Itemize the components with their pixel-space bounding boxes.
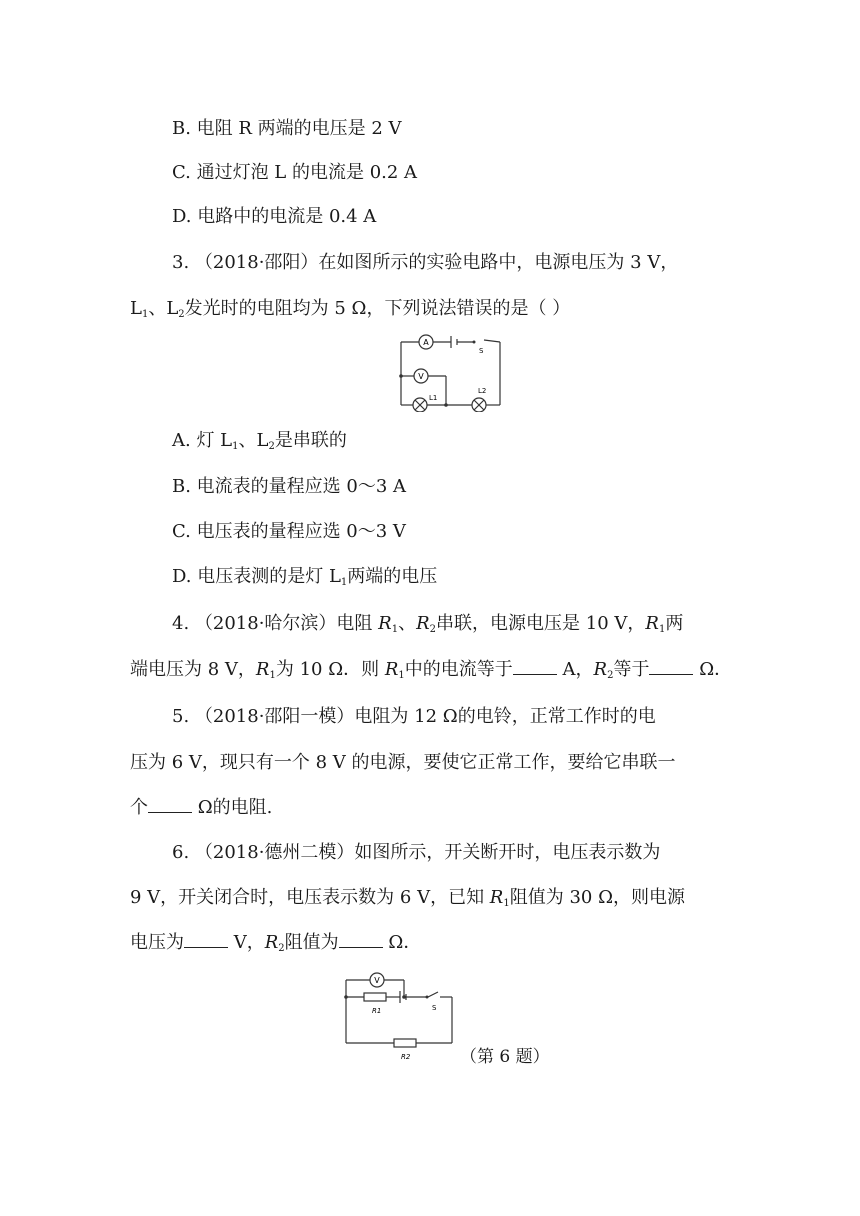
figure-caption: （第 6 题） bbox=[460, 1047, 550, 1067]
q6-stem-line3: 电压为 V，$R_2$阻值为 Ω． bbox=[130, 932, 422, 954]
answer-blank[interactable] bbox=[649, 660, 693, 675]
q3-stem-line2: $L_1$、$L_2$发光时的电阻均为 5 Ω，下列说法错误的是（ ） bbox=[130, 298, 571, 320]
q3-stem-line1: 3. （2018·邵阳）在如图所示的实验电路中，电源电压为 3 V， bbox=[172, 252, 679, 273]
q4-stem-line1: 4. （2018·哈尔滨）电阻 $R_1$、$R_2$串联，电源电压是 10 V，$R_1$两 bbox=[172, 613, 684, 635]
q5-stem-line3: 个 Ω的电阻. bbox=[130, 797, 273, 818]
q6-stem-line1: 6. （2018·德州二模）如图所示，开关断开时，电压表示数为 bbox=[172, 842, 661, 863]
voltmeter-label: V bbox=[374, 976, 380, 985]
q3-circuit-diagram bbox=[396, 332, 506, 412]
q3-option-b: B. 电流表的量程应选 0～3 A bbox=[172, 476, 407, 497]
answer-blank[interactable] bbox=[339, 933, 383, 948]
q5-stem-line1: 5. （2018·邵阳一模）电阻为 12 Ω的电铃，正常工作时的电 bbox=[172, 706, 656, 727]
answer-blank[interactable] bbox=[184, 933, 228, 948]
voltmeter-label: V bbox=[418, 372, 424, 381]
q4-stem-line2: 端电压为 8 V，$R_1$为 10 Ω．则 $R_1$中的电流等于 A，$R_2$等于 Ω． bbox=[130, 659, 733, 681]
lamp1-label: L1 bbox=[429, 394, 438, 402]
lamp2-label: L2 bbox=[478, 387, 487, 395]
switch-label: S bbox=[432, 1004, 437, 1012]
answer-blank[interactable] bbox=[513, 660, 557, 675]
q2-option-d: D. 电路中的电流是 0.4 A bbox=[172, 206, 377, 227]
q6-circuit-diagram bbox=[340, 966, 460, 1060]
q5-stem-line2: 压为 6 V，现只有一个 8 V 的电源，要使它正常工作，要给它串联一 bbox=[130, 752, 676, 773]
switch-label: S bbox=[479, 347, 484, 355]
q2-option-c: C. 通过灯泡 L 的电流是 0.2 A bbox=[172, 162, 418, 183]
q2-option-b: B. 电阻 R 两端的电压是 2 V bbox=[172, 118, 402, 139]
q3-option-d: D. 电压表测的是灯 $L_1$两端的电压 bbox=[172, 566, 438, 588]
q3-option-a: A. 灯 $L_1$、$L_2$是串联的 bbox=[172, 430, 347, 452]
q3-option-c: C. 电压表的量程应选 0～3 V bbox=[172, 521, 406, 542]
ammeter-label: A bbox=[423, 338, 429, 347]
r2-label: R2 bbox=[401, 1053, 411, 1060]
r1-label: R1 bbox=[372, 1007, 382, 1015]
q6-stem-line2: 9 V，开关闭合时，电压表示数为 6 V，已知 $R_1$阻值为 30 Ω，则电源 bbox=[130, 887, 686, 909]
answer-blank[interactable] bbox=[148, 798, 192, 813]
